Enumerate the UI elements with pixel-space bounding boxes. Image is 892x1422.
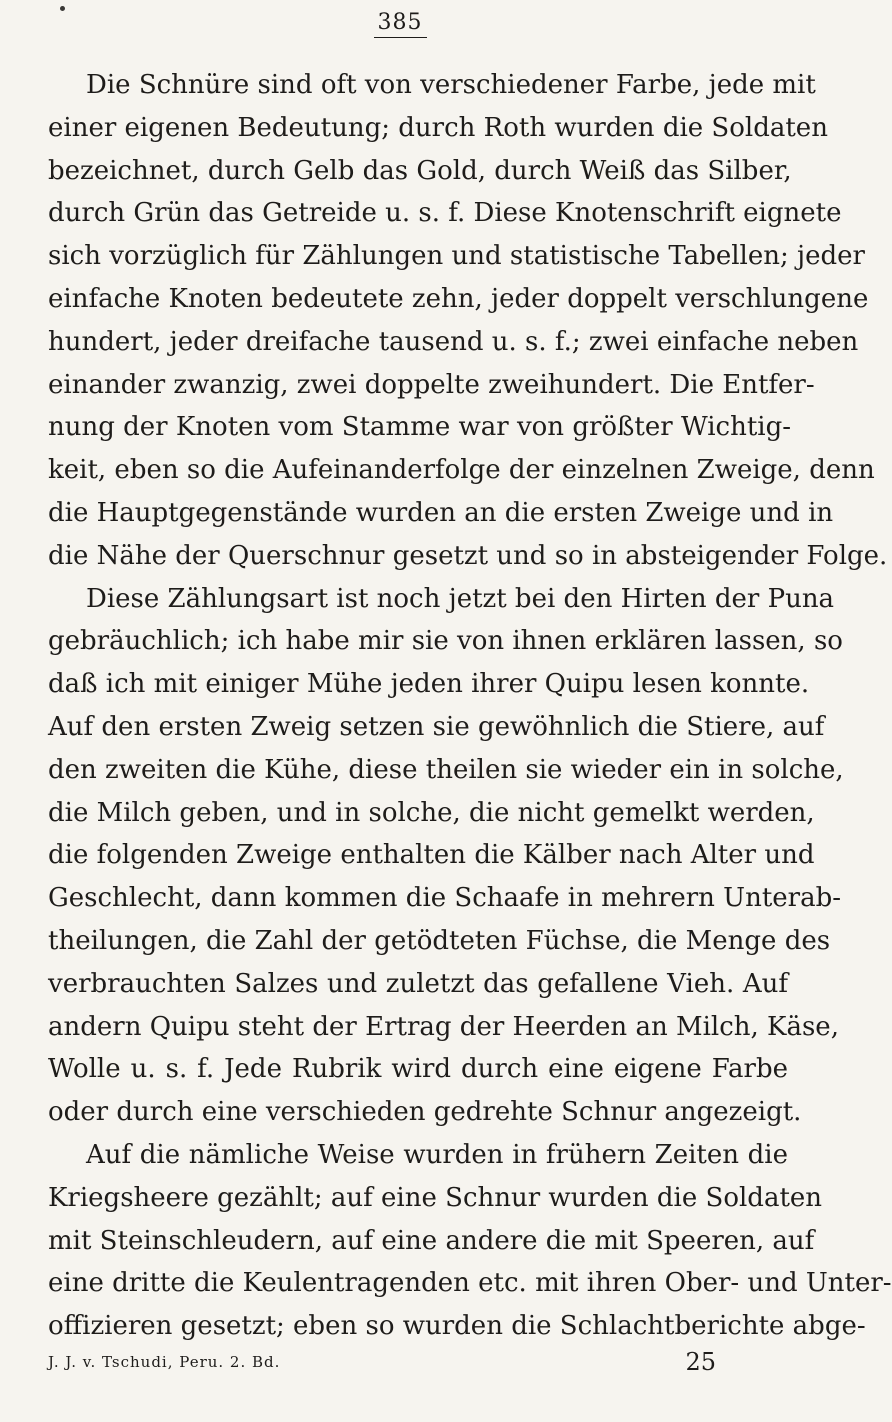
text-line: Auf die nämliche Weise wurden in frühern Zeiten die <box>86 1139 788 1170</box>
text-line: andern Quipu steht der Ertrag der Heerden an Milch, Käse, <box>48 1011 839 1042</box>
text-line: hundert, jeder dreifache tausend u. s. f.; zwei einfache neben <box>48 326 859 357</box>
text-line: die Milch geben, und in solche, die nicht gemelkt werden, <box>48 797 815 828</box>
text-line: eine dritte die Keulentragenden etc. mit ihren Ober- und Unter- <box>48 1268 892 1299</box>
text-line: einander zwanzig, zwei doppelte zweihundert. Die Entfer- <box>48 369 815 400</box>
text-line: den zweiten die Kühe, diese theilen sie wieder ein in solche, <box>48 754 844 785</box>
page-footer <box>48 1344 788 1380</box>
text-line: keit, eben so die Aufeinanderfolge der einzelnen Zweige, denn <box>48 455 875 486</box>
text-line: theilungen, die Zahl der getödteten Füchse, die Menge des <box>48 925 831 956</box>
text-line: Auf den ersten Zweig setzen sie gewöhnlich die Stiere, auf <box>48 711 825 742</box>
text-line: gebräuchlich; ich habe mir sie von ihnen erklären lassen, so <box>48 626 843 657</box>
signature-mark: J. J. v. Tschudi, Peru. 2. Bd. <box>48 1353 281 1371</box>
text-line: verbrauchten Salzes und zuletzt das gefallene Vieh. Auf <box>48 968 788 999</box>
text-line: Wolle u. s. f. Jede Rubrik wird durch eine eigene Farbe <box>48 1054 788 1085</box>
body-text <box>48 64 892 1348</box>
text-line: durch Grün das Getreide u. s. f. Diese Knotenschrift eignete <box>48 198 842 229</box>
text-line: mit Steinschleudern, auf eine andere die mit Speeren, auf <box>48 1225 815 1256</box>
text-line: Diese Zählungsart ist noch jetzt bei den Hirten der Puna <box>86 583 835 614</box>
page-number-text: 385 <box>374 10 427 38</box>
text-line: einfache Knoten bedeutete zehn, jeder doppelt verschlungene <box>48 283 869 314</box>
text-line: Die Schnüre sind oft von verschiedener Farbe, jede mit <box>86 70 816 100</box>
text-line: einer eigenen Bedeutung; durch Roth wurden die Soldaten <box>48 112 828 143</box>
text-line: Geschlecht, dann kommen die Schaafe in mehrern Unterab- <box>48 883 842 914</box>
text-line: bezeichnet, durch Gelb das Gold, durch Weiß das Silber, <box>48 155 792 186</box>
text-line: nung der Knoten vom Stamme war von größter Wichtig- <box>48 412 792 443</box>
text-line: oder durch eine verschieden gedrehte Schnur angezeigt. <box>48 1097 802 1128</box>
page-number <box>0 10 800 38</box>
sheet-number: 25 <box>685 1348 716 1376</box>
text-line: offizieren gesetzt; eben so wurden die Schlachtberichte abge- <box>48 1311 866 1342</box>
text-line: daß ich mit einiger Mühe jeden ihrer Quipu lesen konnte. <box>48 669 810 700</box>
text-line: die Hauptgegenstände wurden an die ersten Zweige und in <box>48 497 834 528</box>
text-line: sich vorzüglich für Zählungen und statistische Tabellen; jeder <box>48 241 865 272</box>
text-line: die folgenden Zweige enthalten die Kälber nach Alter und <box>48 840 815 871</box>
text-line: die Nähe der Querschnur gesetzt und so in absteigender Folge. <box>48 540 888 571</box>
text-line: Kriegsheere gezählt; auf eine Schnur wurden die Soldaten <box>48 1182 823 1213</box>
